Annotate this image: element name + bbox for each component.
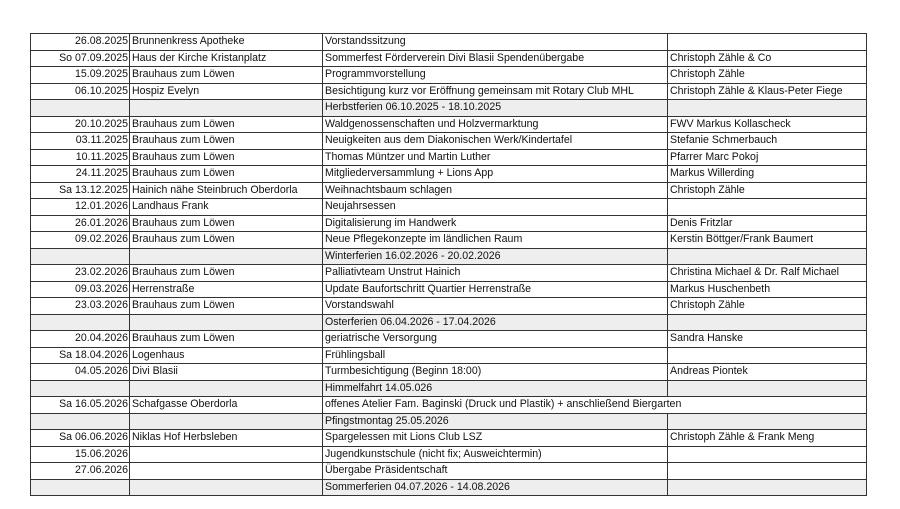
- topic-cell: Übergabe Präsidentschaft: [323, 463, 668, 480]
- table-row: [31, 67, 867, 84]
- topic-cell: offenes Atelier Fam. Baginski (Druck und Plastik) + anschließend Biergarten: [323, 397, 867, 414]
- location-cell: [130, 479, 323, 496]
- table-row: [31, 199, 867, 216]
- table-row: [31, 116, 867, 133]
- topic-cell: Winterferien 16.02.2026 - 20.02.2026: [323, 248, 668, 265]
- holiday-row: [31, 380, 867, 397]
- person-cell: Christoph Zähle: [668, 182, 867, 199]
- location-cell: Hospiz Evelyn: [130, 83, 323, 100]
- topic-cell: Waldgenossenschaften und Holzvermarktung: [323, 116, 668, 133]
- location-cell: Herrenstraße: [130, 281, 323, 298]
- person-cell: Markus Willerding: [668, 166, 867, 183]
- location-cell: Brauhaus zum Löwen: [130, 149, 323, 166]
- person-cell: Andreas Piontek: [668, 364, 867, 381]
- person-cell: [668, 413, 867, 430]
- topic-cell: Sommerfest Förderverein Divi Blasii Spendenübergabe: [323, 50, 668, 67]
- topic-cell: Frühlingsball: [323, 347, 668, 364]
- location-cell: Brauhaus zum Löwen: [130, 133, 323, 150]
- topic-cell: Himmelfahrt 14.05.026: [323, 380, 668, 397]
- topic-cell: Sommerferien 04.07.2026 - 14.08.2026: [323, 479, 668, 496]
- topic-cell: Palliativteam Unstrut Hainich: [323, 265, 668, 282]
- person-cell: Stefanie Schmerbauch: [668, 133, 867, 150]
- person-cell: Markus Huschenbeth: [668, 281, 867, 298]
- person-cell: [668, 100, 867, 117]
- topic-cell: Herbstferien 06.10.2025 - 18.10.2025: [323, 100, 668, 117]
- date-cell: [31, 248, 130, 265]
- person-cell: [668, 314, 867, 331]
- date-cell: [31, 380, 130, 397]
- date-cell: Sa 13.12.2025: [31, 182, 130, 199]
- schedule-table: [30, 33, 867, 496]
- table-row: [31, 182, 867, 199]
- location-cell: Landhaus Frank: [130, 199, 323, 216]
- person-cell: [668, 463, 867, 480]
- location-cell: Brauhaus zum Löwen: [130, 116, 323, 133]
- person-cell: FWV Markus Kollascheck: [668, 116, 867, 133]
- table-row: [31, 430, 867, 447]
- date-cell: Sa 16.05.2026: [31, 397, 130, 414]
- topic-cell: Thomas Müntzer und Martin Luther: [323, 149, 668, 166]
- date-cell: 26.08.2025: [31, 34, 130, 51]
- date-cell: 04.05.2026: [31, 364, 130, 381]
- topic-cell: Mitgliederversammlung + Lions App: [323, 166, 668, 183]
- person-cell: Christoph Zähle: [668, 298, 867, 315]
- topic-cell: Digitalisierung im Handwerk: [323, 215, 668, 232]
- location-cell: [130, 413, 323, 430]
- person-cell: [668, 199, 867, 216]
- date-cell: 15.09.2025: [31, 67, 130, 84]
- table-row: [31, 446, 867, 463]
- date-cell: 09.03.2026: [31, 281, 130, 298]
- date-cell: 24.11.2025: [31, 166, 130, 183]
- date-cell: 10.11.2025: [31, 149, 130, 166]
- topic-cell: Neujahrsessen: [323, 199, 668, 216]
- location-cell: Brauhaus zum Löwen: [130, 215, 323, 232]
- topic-cell: Spargelessen mit Lions Club LSZ: [323, 430, 668, 447]
- topic-cell: Vorstandswahl: [323, 298, 668, 315]
- table-row: [31, 331, 867, 348]
- location-cell: Logenhaus: [130, 347, 323, 364]
- location-cell: Niklas Hof Herbsleben: [130, 430, 323, 447]
- date-cell: 20.10.2025: [31, 116, 130, 133]
- topic-cell: Turmbesichtigung (Beginn 18:00): [323, 364, 668, 381]
- table-row: [31, 83, 867, 100]
- location-cell: [130, 446, 323, 463]
- date-cell: 12.01.2026: [31, 199, 130, 216]
- topic-cell: Osterferien 06.04.2026 - 17.04.2026: [323, 314, 668, 331]
- location-cell: Brauhaus zum Löwen: [130, 166, 323, 183]
- date-cell: 06.10.2025: [31, 83, 130, 100]
- person-cell: Pfarrer Marc Pokoj: [668, 149, 867, 166]
- person-cell: Christina Michael & Dr. Ralf Michael: [668, 265, 867, 282]
- location-cell: Schafgasse Oberdorla: [130, 397, 323, 414]
- date-cell: So 07.09.2025: [31, 50, 130, 67]
- table-row: [31, 133, 867, 150]
- date-cell: 23.02.2026: [31, 265, 130, 282]
- date-cell: 26.01.2026: [31, 215, 130, 232]
- holiday-row: [31, 479, 867, 496]
- table-row: [31, 34, 867, 51]
- location-cell: Brauhaus zum Löwen: [130, 298, 323, 315]
- holiday-row: [31, 413, 867, 430]
- date-cell: [31, 479, 130, 496]
- date-cell: 27.06.2026: [31, 463, 130, 480]
- table-row: [31, 149, 867, 166]
- location-cell: Brunnenkress Apotheke: [130, 34, 323, 51]
- topic-cell: Programmvorstellung: [323, 67, 668, 84]
- topic-cell: Neuigkeiten aus dem Diakonischen Werk/Kindertafel: [323, 133, 668, 150]
- holiday-row: [31, 314, 867, 331]
- person-cell: Christoph Zähle & Klaus-Peter Fiege: [668, 83, 867, 100]
- topic-cell: Vorstandssitzung: [323, 34, 668, 51]
- person-cell: [668, 380, 867, 397]
- table-row: [31, 215, 867, 232]
- table-row: [31, 166, 867, 183]
- person-cell: Christoph Zähle: [668, 67, 867, 84]
- location-cell: Haus der Kirche Kristanplatz: [130, 50, 323, 67]
- table-row: [31, 265, 867, 282]
- person-cell: Sandra Hanske: [668, 331, 867, 348]
- location-cell: Brauhaus zum Löwen: [130, 265, 323, 282]
- table-row: [31, 347, 867, 364]
- date-cell: 15.06.2026: [31, 446, 130, 463]
- location-cell: [130, 248, 323, 265]
- date-cell: [31, 314, 130, 331]
- topic-cell: Weihnachtsbaum schlagen: [323, 182, 668, 199]
- table-row: [31, 463, 867, 480]
- person-cell: [668, 446, 867, 463]
- date-cell: Sa 18.04.2026: [31, 347, 130, 364]
- date-cell: 20.04.2026: [31, 331, 130, 348]
- topic-cell: geriatrische Versorgung: [323, 331, 668, 348]
- person-cell: [668, 479, 867, 496]
- date-cell: 09.02.2026: [31, 232, 130, 249]
- location-cell: [130, 463, 323, 480]
- table-row: [31, 397, 867, 414]
- date-cell: Sa 06.06.2026: [31, 430, 130, 447]
- person-cell: Denis Fritzlar: [668, 215, 867, 232]
- date-cell: 23.03.2026: [31, 298, 130, 315]
- schedule-body: [31, 34, 867, 496]
- location-cell: Hainich nähe Steinbruch Oberdorla: [130, 182, 323, 199]
- topic-cell: Update Baufortschritt Quartier Herrenstraße: [323, 281, 668, 298]
- person-cell: Christoph Zähle & Frank Meng: [668, 430, 867, 447]
- topic-cell: Besichtigung kurz vor Eröffnung gemeinsam mit Rotary Club MHL: [323, 83, 668, 100]
- person-cell: [668, 347, 867, 364]
- person-cell: [668, 248, 867, 265]
- date-cell: [31, 100, 130, 117]
- location-cell: Brauhaus zum Löwen: [130, 331, 323, 348]
- person-cell: [668, 34, 867, 51]
- location-cell: Brauhaus zum Löwen: [130, 232, 323, 249]
- date-cell: [31, 413, 130, 430]
- table-row: [31, 281, 867, 298]
- topic-cell: Jugendkunstschule (nicht fix; Ausweichtermin): [323, 446, 668, 463]
- holiday-row: [31, 248, 867, 265]
- person-cell: Christoph Zähle & Co: [668, 50, 867, 67]
- location-cell: Brauhaus zum Löwen: [130, 67, 323, 84]
- location-cell: Divi Blasii: [130, 364, 323, 381]
- date-cell: 03.11.2025: [31, 133, 130, 150]
- person-cell: Kerstin Böttger/Frank Baumert: [668, 232, 867, 249]
- holiday-row: [31, 100, 867, 117]
- location-cell: [130, 380, 323, 397]
- location-cell: [130, 314, 323, 331]
- location-cell: [130, 100, 323, 117]
- topic-cell: Neue Pflegekonzepte im ländlichen Raum: [323, 232, 668, 249]
- table-row: [31, 364, 867, 381]
- table-row: [31, 298, 867, 315]
- table-row: [31, 50, 867, 67]
- topic-cell: Pfingstmontag 25.05.2026: [323, 413, 668, 430]
- table-row: [31, 232, 867, 249]
